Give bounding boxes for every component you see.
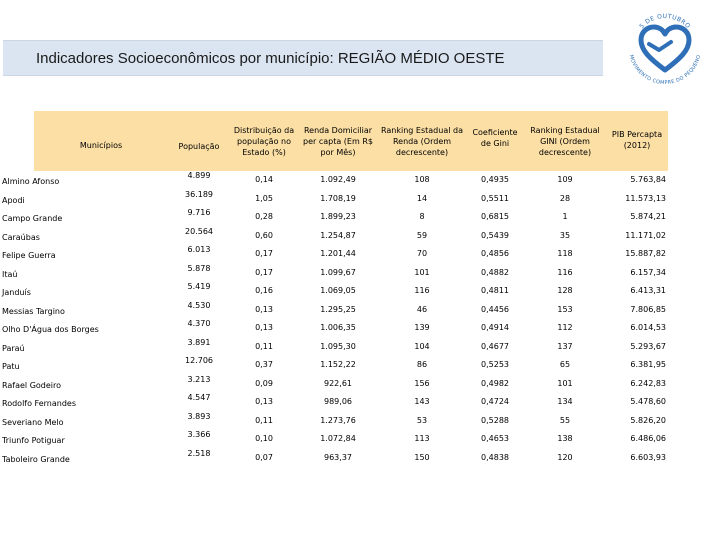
header-gini: Coeficiente de Gini — [472, 128, 518, 148]
table-row — [2, 226, 668, 246]
cell-distribuicao: 0,16 — [255, 286, 273, 295]
cell-municipio: Rafael Godeiro — [2, 380, 62, 390]
cell-renda: 989,06 — [324, 397, 352, 406]
cell-gini: 0,4838 — [481, 452, 509, 462]
table-body — [2, 171, 668, 467]
cell-gini: 0,4724 — [481, 397, 509, 406]
cell-gini: 0,4982 — [481, 378, 509, 388]
cell-renda: 1.099,67 — [320, 267, 356, 277]
cell-ranking-renda: 108 — [414, 175, 430, 184]
cell-renda: 1.708,19 — [320, 193, 356, 203]
cell-municipio: Itaú — [2, 269, 18, 279]
cell-populacao: 20.564 — [185, 226, 213, 236]
cell-renda: 1.201,44 — [320, 249, 356, 258]
table-row — [2, 337, 668, 357]
cell-municipio: Messias Targino — [2, 306, 65, 316]
cell-ranking-renda: 101 — [414, 267, 430, 277]
cell-ranking-gini: 120 — [557, 452, 573, 462]
cell-ranking-gini: 118 — [557, 249, 573, 258]
table-header — [34, 111, 668, 171]
header-distribuicao: Distribuição da população no Estado (%) — [233, 125, 295, 157]
cell-renda: 1.254,87 — [320, 230, 356, 240]
cell-municipio: Taboleiro Grande — [2, 454, 70, 464]
cell-populacao: 5.419 — [187, 282, 211, 291]
cell-municipio: Janduís — [2, 288, 31, 297]
cell-pib: 5.763,84 — [630, 175, 666, 184]
title-bar — [3, 40, 603, 76]
cell-ranking-gini: 109 — [557, 175, 573, 184]
cell-distribuicao: 0,07 — [255, 452, 273, 462]
logo-text-bottom: MOVIMENTO COMPRE DO PEQUENO — [627, 54, 703, 87]
cell-ranking-gini: 137 — [557, 341, 573, 351]
cell-distribuicao: 0,10 — [255, 434, 273, 443]
cell-ranking-renda: 150 — [414, 452, 430, 462]
cell-gini: 0,5439 — [481, 230, 509, 240]
cell-distribuicao: 0,09 — [255, 378, 273, 388]
cell-renda: 1.006,35 — [320, 323, 356, 332]
logo-text-top: 5 DE OUTUBRO — [638, 12, 692, 31]
cell-distribuicao: 0,13 — [255, 304, 273, 314]
cell-municipio: Paraú — [2, 343, 25, 353]
cell-pib: 6.381,95 — [630, 360, 666, 369]
cell-municipio: Severiano Melo — [2, 417, 64, 427]
table-row — [2, 189, 668, 209]
cell-ranking-renda: 86 — [416, 360, 428, 369]
cell-municipio: Campo Grande — [2, 214, 63, 223]
cell-pib: 5.293,67 — [630, 341, 666, 351]
cell-distribuicao: 0,60 — [255, 230, 273, 240]
cell-ranking-renda: 104 — [414, 341, 430, 351]
cell-renda: 1.092,49 — [320, 175, 356, 184]
cell-distribuicao: 0,13 — [255, 397, 273, 406]
page-title: Indicadores Socioeconômicos por município: REGIÃO MÉDIO OESTE — [36, 50, 505, 67]
cell-ranking-renda: 46 — [416, 304, 428, 314]
cell-ranking-gini: 128 — [557, 286, 573, 295]
cell-distribuicao: 0,28 — [255, 212, 273, 221]
cell-municipio: Triunfo Potiguar — [2, 436, 65, 445]
cell-pib: 6.603,93 — [630, 452, 666, 462]
heart-logo — [621, 4, 709, 92]
cell-renda: 1.069,05 — [320, 286, 356, 295]
cell-populacao: 12.706 — [185, 356, 213, 365]
cell-distribuicao: 0,17 — [255, 267, 273, 277]
table-row — [2, 430, 668, 449]
cell-ranking-renda: 113 — [414, 434, 430, 443]
cell-ranking-renda: 70 — [416, 249, 428, 258]
cell-municipio: Rodolfo Fernandes — [2, 399, 76, 408]
cell-distribuicao: 0,17 — [255, 249, 273, 258]
header-municipios: Municípios — [79, 140, 123, 150]
cell-pib: 6.242,83 — [630, 378, 666, 388]
cell-populacao: 9.716 — [187, 208, 211, 217]
cell-pib: 7.806,85 — [630, 304, 666, 314]
cell-distribuicao: 1,05 — [255, 193, 273, 203]
cell-gini: 0,4935 — [481, 175, 509, 184]
cell-populacao: 4.370 — [187, 319, 211, 328]
table-row — [2, 319, 668, 338]
table-row — [2, 263, 668, 283]
cell-gini: 0,5253 — [481, 360, 509, 369]
cell-pib: 6.157,34 — [630, 267, 666, 277]
cell-pib: 15.887,82 — [625, 249, 666, 258]
cell-municipio: Olho D'Água dos Borges — [2, 325, 99, 334]
cell-pib: 5.478,60 — [630, 397, 666, 406]
cell-ranking-renda: 143 — [414, 397, 430, 406]
cell-ranking-gini: 65 — [559, 360, 571, 369]
table-row — [2, 448, 668, 468]
cell-gini: 0,4653 — [481, 434, 509, 443]
header-ranking-gini: Ranking Estadual GINI (Ordem decrescente) — [530, 125, 600, 157]
cell-ranking-renda: 14 — [416, 193, 428, 203]
table-row — [2, 282, 668, 301]
cell-municipio: Patu — [2, 362, 20, 371]
cell-gini: 0,4856 — [481, 249, 509, 258]
cell-gini: 0,4677 — [481, 341, 509, 351]
cell-renda: 1.273,76 — [320, 415, 356, 425]
header-renda: Renda Domiciliar per capta (Em R$ por Mês) — [303, 125, 373, 157]
cell-gini: 0,4456 — [481, 304, 509, 314]
cell-ranking-gini: 55 — [559, 415, 571, 425]
cell-pib: 11.573,13 — [625, 193, 666, 203]
header-pib: PIB Percapta (2012) — [611, 129, 663, 150]
cell-ranking-renda: 59 — [416, 230, 428, 240]
cell-distribuicao: 0,11 — [255, 415, 273, 425]
indicators-table — [2, 111, 668, 467]
cell-renda: 1.899,23 — [320, 212, 356, 221]
cell-distribuicao: 0,37 — [255, 360, 273, 369]
cell-municipio: Almino Afonso — [2, 177, 60, 186]
cell-renda: 1.152,22 — [320, 360, 356, 369]
cell-populacao: 4.899 — [187, 171, 211, 180]
cell-pib: 6.014,53 — [630, 323, 666, 332]
cell-populacao: 36.189 — [185, 189, 213, 199]
cell-pib: 6.413,31 — [630, 286, 666, 295]
header-ranking-renda: Ranking Estadual da Renda (Ordem decrescente) — [381, 125, 463, 157]
cell-ranking-renda: 139 — [414, 323, 430, 332]
cell-populacao: 3.213 — [187, 374, 211, 384]
cell-populacao: 3.893 — [187, 411, 211, 421]
cell-renda: 1.072,84 — [320, 434, 356, 443]
cell-populacao: 3.366 — [187, 430, 211, 439]
cell-ranking-gini: 153 — [557, 304, 573, 314]
cell-ranking-gini: 1 — [562, 212, 568, 221]
cell-ranking-gini: 134 — [557, 397, 573, 406]
cell-populacao: 4.547 — [187, 393, 211, 402]
table-row — [2, 300, 668, 320]
table-row — [2, 208, 668, 227]
cell-ranking-gini: 101 — [557, 378, 573, 388]
cell-ranking-renda: 116 — [414, 286, 430, 295]
cell-renda: 1.095,30 — [320, 341, 356, 351]
cell-pib: 11.171,02 — [625, 230, 666, 240]
table-row — [2, 356, 668, 375]
table-row — [2, 411, 668, 431]
cell-populacao: 4.530 — [187, 300, 211, 310]
table-row — [2, 245, 668, 264]
cell-ranking-renda: 8 — [419, 212, 425, 221]
cell-municipio: Apodi — [2, 195, 25, 205]
cell-ranking-renda: 53 — [416, 415, 428, 425]
cell-distribuicao: 0,14 — [255, 175, 273, 184]
cell-ranking-gini: 28 — [559, 193, 571, 203]
cell-populacao: 5.878 — [187, 263, 211, 273]
table-row — [2, 171, 668, 190]
cell-municipio: Caraúbas — [2, 232, 40, 242]
cell-populacao: 2.518 — [187, 448, 211, 458]
cell-ranking-gini: 112 — [557, 323, 573, 332]
cell-renda: 963,37 — [324, 452, 352, 462]
cell-ranking-renda: 156 — [414, 378, 430, 388]
cell-pib: 5.826,20 — [630, 415, 666, 425]
cell-populacao: 3.891 — [187, 337, 211, 347]
heart-logo-icon — [621, 4, 709, 92]
cell-ranking-gini: 138 — [557, 434, 573, 443]
table-row — [2, 374, 668, 394]
table-row — [2, 393, 668, 412]
cell-gini: 0,6815 — [481, 212, 509, 221]
cell-populacao: 6.013 — [187, 245, 211, 254]
cell-gini: 0,4882 — [481, 267, 509, 277]
cell-pib: 5.874,21 — [630, 212, 666, 221]
cell-pib: 6.486,06 — [630, 434, 666, 443]
cell-municipio: Felipe Guerra — [2, 251, 56, 260]
cell-ranking-gini: 35 — [559, 230, 571, 240]
cell-renda: 1.295,25 — [320, 304, 356, 314]
cell-ranking-gini: 116 — [557, 267, 573, 277]
cell-gini: 0,4914 — [481, 323, 509, 332]
cell-gini: 0,4811 — [481, 286, 509, 295]
cell-distribuicao: 0,11 — [255, 341, 273, 351]
cell-gini: 0,5511 — [481, 193, 509, 203]
cell-distribuicao: 0,13 — [255, 323, 273, 332]
header-populacao: População — [178, 141, 220, 151]
cell-gini: 0,5288 — [481, 415, 509, 425]
cell-renda: 922,61 — [324, 378, 352, 388]
